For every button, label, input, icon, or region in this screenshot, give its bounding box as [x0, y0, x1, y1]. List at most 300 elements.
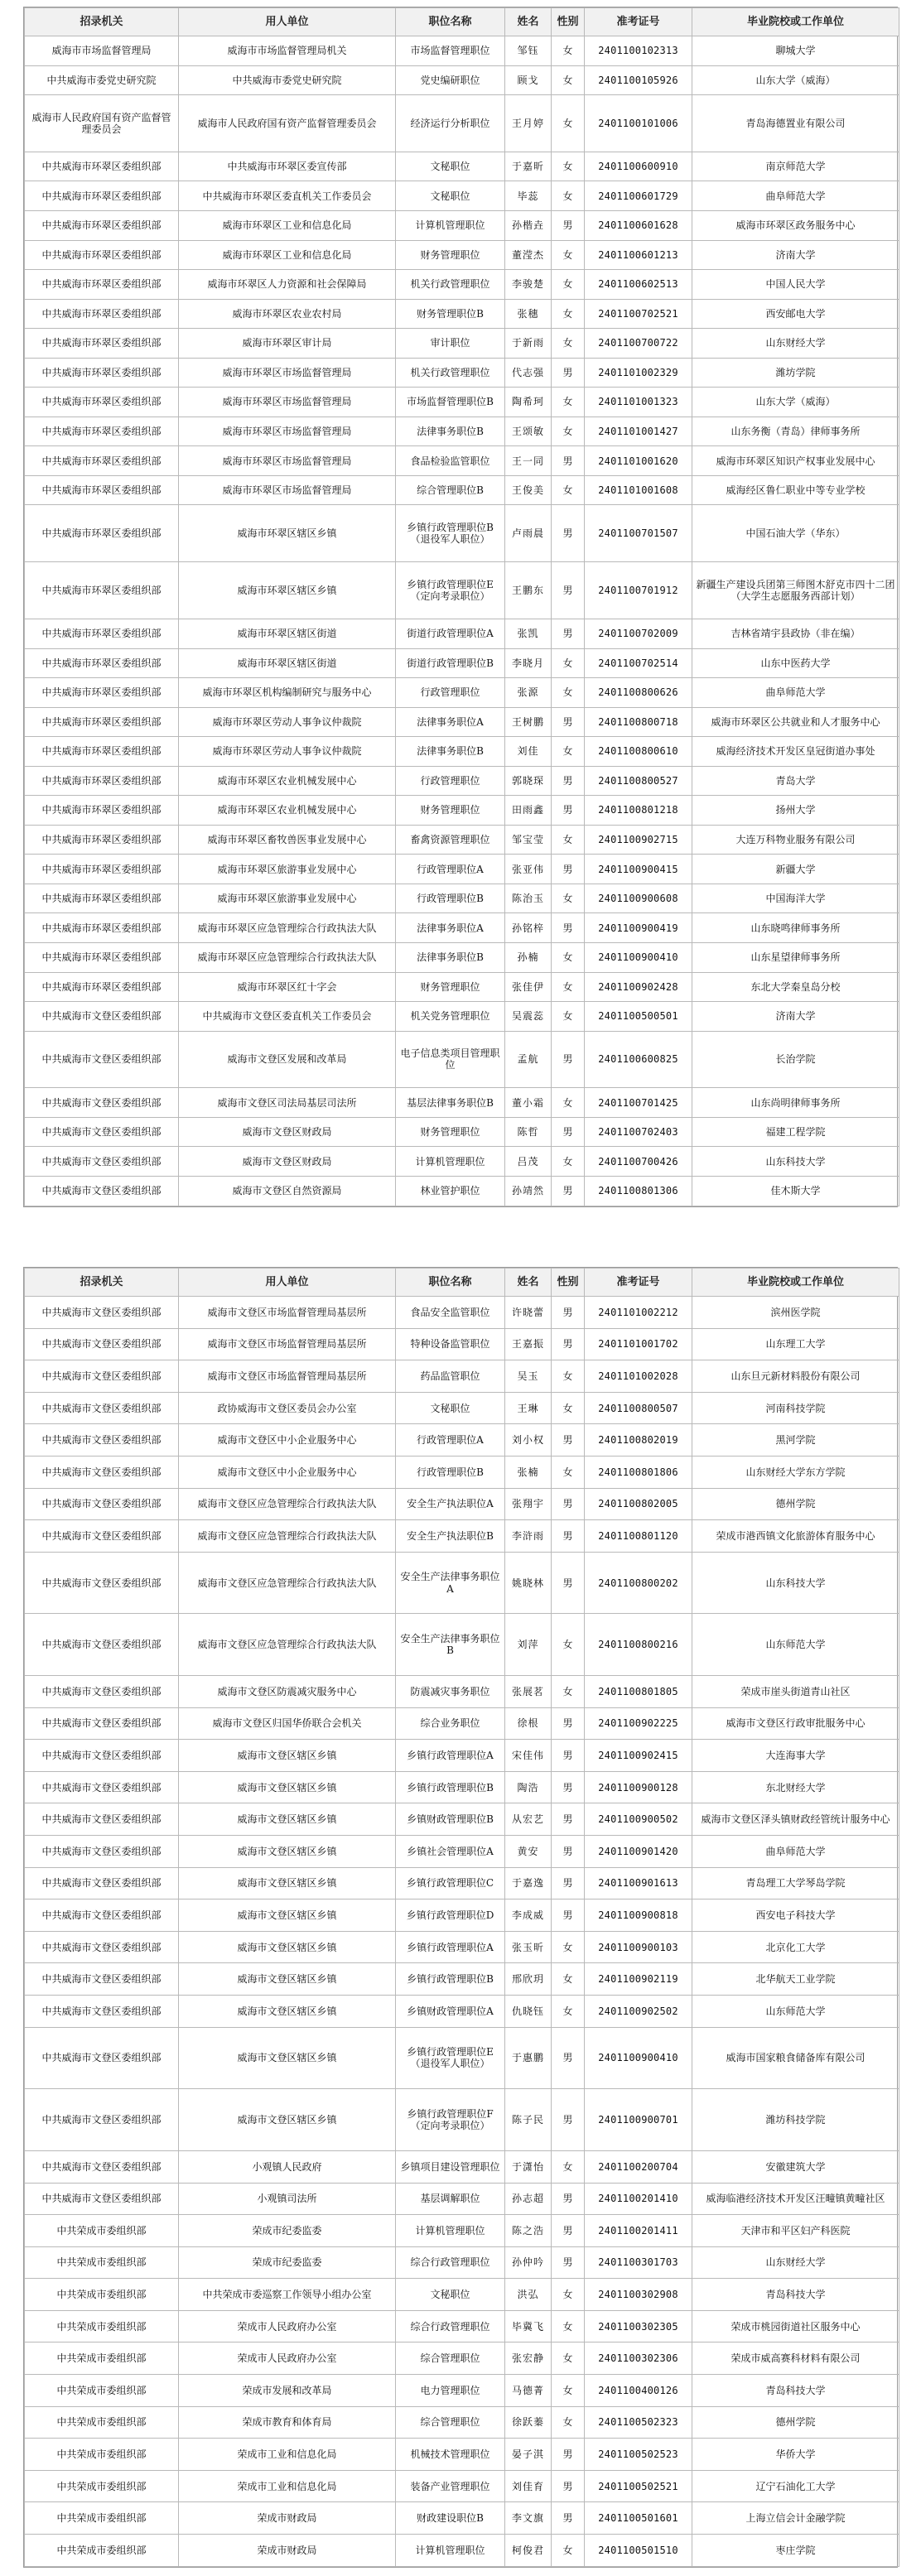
employing-unit-cell: 威海市环翠区审计局	[179, 329, 396, 359]
gender-cell: 女	[552, 36, 585, 66]
exam-ticket-number-cell: 2401100602513	[585, 270, 692, 300]
gender-cell: 男	[552, 2246, 585, 2279]
school-or-employer-cell: 吉林省靖宇县政协（非在编）	[692, 619, 899, 648]
table-row	[25, 2535, 899, 2567]
table-row	[25, 884, 899, 913]
school-or-employer-cell: 威海市环翠区公共就业和人才服务中心	[692, 707, 899, 737]
position-name-cell: 综合业务职位	[396, 1707, 505, 1740]
recruiting-agency-cell: 中共荣成市委组织部	[25, 2375, 179, 2407]
exam-ticket-number-cell: 2401100302306	[585, 2342, 692, 2375]
gender-cell: 女	[552, 1676, 585, 1708]
employing-unit-cell: 威海市文登区辖区乡镇	[179, 1836, 396, 1868]
recruiting-agency-cell: 中共威海市文登区委组织部	[25, 1803, 179, 1836]
candidate-name-cell: 李骏楚	[505, 270, 552, 300]
candidate-name-cell: 王树鹏	[505, 707, 552, 737]
gender-cell: 男	[552, 1867, 585, 1899]
gender-cell: 女	[552, 2150, 585, 2183]
employing-unit-cell: 威海市环翠区劳动人事争议仲裁院	[179, 737, 396, 767]
candidate-name-cell: 张宏静	[505, 2342, 552, 2375]
school-or-employer-cell: 青岛科技大学	[692, 2279, 899, 2311]
table-row	[25, 1520, 899, 1553]
gender-cell: 男	[552, 707, 585, 737]
table-row	[25, 1177, 899, 1206]
table-row	[25, 2310, 899, 2342]
recruiting-agency-cell: 中共威海市文登区委组织部	[25, 1836, 179, 1868]
exam-ticket-number-cell: 2401100800202	[585, 1552, 692, 1614]
recruiting-agency-cell: 中共威海市环翠区委组织部	[25, 766, 179, 796]
recruiting-agency-cell: 中共威海市文登区委组织部	[25, 1488, 179, 1520]
recruiting-agency-cell: 中共威海市环翠区委组织部	[25, 855, 179, 884]
exam-ticket-number-cell: 2401100302305	[585, 2310, 692, 2342]
table-row	[25, 1676, 899, 1708]
gender-cell: 女	[552, 1931, 585, 1963]
position-name-cell: 食品检验监管职位	[396, 446, 505, 476]
position-name-cell: 食品安全监管职位	[396, 1297, 505, 1329]
table-row	[25, 388, 899, 417]
exam-ticket-number-cell: 2401100801806	[585, 1456, 692, 1488]
employing-unit-cell: 威海市文登区应急管理综合行政执法大队	[179, 1552, 396, 1614]
table-row	[25, 1117, 899, 1147]
candidate-name-cell: 王一同	[505, 446, 552, 476]
position-name-cell: 装备产业管理职位	[396, 2470, 505, 2502]
employing-unit-cell: 政协威海市文登区委员会办公室	[179, 1392, 396, 1424]
table-row	[25, 2150, 899, 2183]
exam-ticket-number-cell: 2401100302908	[585, 2279, 692, 2311]
table-row	[25, 95, 899, 152]
table-row	[25, 2342, 899, 2375]
employing-unit-cell: 威海市环翠区辖区乡镇	[179, 562, 396, 619]
exam-ticket-number-cell: 2401100601628	[585, 210, 692, 240]
header-gender: 性别	[552, 8, 585, 36]
header-recruiting-agency: 招录机关	[25, 1269, 179, 1297]
school-or-employer-cell: 山东科技大学	[692, 1552, 899, 1614]
school-or-employer-cell: 青岛理工大学琴岛学院	[692, 1867, 899, 1899]
employing-unit-cell: 荣成市工业和信息化局	[179, 2439, 396, 2471]
position-name-cell: 计算机管理职位	[396, 2535, 505, 2567]
gender-cell: 女	[552, 2279, 585, 2311]
candidate-name-cell: 李成威	[505, 1899, 552, 1932]
exam-ticket-number-cell: 2401101002212	[585, 1297, 692, 1329]
table-row	[25, 1803, 899, 1836]
candidate-name-cell: 于嘉逸	[505, 1867, 552, 1899]
exam-ticket-number-cell: 2401100702514	[585, 648, 692, 678]
school-or-employer-cell: 曲阜师范大学	[692, 181, 899, 211]
candidate-name-cell: 陈治玉	[505, 884, 552, 913]
gender-cell: 女	[552, 1002, 585, 1032]
position-name-cell: 乡镇行政管理职位A	[396, 1931, 505, 1963]
position-name-cell: 市场监督管理职位B	[396, 388, 505, 417]
employing-unit-cell: 威海市环翠区工业和信息化局	[179, 210, 396, 240]
candidate-name-cell: 刘萍	[505, 1614, 552, 1676]
school-or-employer-cell: 西安邮电大学	[692, 299, 899, 329]
school-or-employer-cell: 北京化工大学	[692, 1931, 899, 1963]
recruiting-agency-cell: 中共威海市环翠区委组织部	[25, 152, 179, 181]
gender-cell: 男	[552, 505, 585, 562]
candidate-name-cell: 张楠	[505, 1456, 552, 1488]
gender-cell: 男	[552, 2470, 585, 2502]
gender-cell: 女	[552, 972, 585, 1002]
recruiting-agency-cell: 中共威海市环翠区委组织部	[25, 181, 179, 211]
candidate-name-cell: 陶浩	[505, 1771, 552, 1803]
gender-cell: 女	[552, 1088, 585, 1118]
gender-cell: 男	[552, 2502, 585, 2535]
recruiting-agency-cell: 中共威海市环翠区委组织部	[25, 796, 179, 826]
school-or-employer-cell: 济南大学	[692, 1002, 899, 1032]
employing-unit-cell: 中共威海市环翠区委直机关工作委员会	[179, 181, 396, 211]
recruiting-agency-cell: 中共荣成市委组织部	[25, 2342, 179, 2375]
table-panel-1	[23, 7, 898, 1207]
gender-cell: 女	[552, 416, 585, 446]
employing-unit-cell: 小观镇司法所	[179, 2183, 396, 2215]
school-or-employer-cell: 山东理工大学	[692, 1328, 899, 1360]
table-row	[25, 2470, 899, 2502]
table-row	[25, 36, 899, 66]
school-or-employer-cell: 扬州大学	[692, 796, 899, 826]
school-or-employer-cell: 新疆大学	[692, 855, 899, 884]
employing-unit-cell: 中共荣成市委巡察工作领导小组办公室	[179, 2279, 396, 2311]
employing-unit-cell: 威海市文登区财政局	[179, 1117, 396, 1147]
position-name-cell: 法律事务职位B	[396, 416, 505, 446]
position-name-cell: 街道行政管理职位A	[396, 619, 505, 648]
school-or-employer-cell: 荣成市桃园街道社区服务中心	[692, 2310, 899, 2342]
exam-ticket-number-cell: 2401100101006	[585, 95, 692, 152]
gender-cell: 男	[552, 1031, 585, 1088]
table-row	[25, 1424, 899, 1457]
employing-unit-cell: 威海市环翠区工业和信息化局	[179, 240, 396, 270]
employing-unit-cell: 威海市环翠区农业机械发展中心	[179, 766, 396, 796]
position-name-cell: 文秘职位	[396, 181, 505, 211]
gender-cell: 女	[552, 678, 585, 708]
table-row	[25, 1088, 899, 1118]
school-or-employer-cell: 山东师范大学	[692, 1614, 899, 1676]
school-or-employer-cell: 大连海事大学	[692, 1740, 899, 1772]
candidate-name-cell: 于嘉昕	[505, 152, 552, 181]
candidate-name-cell: 于新雨	[505, 329, 552, 359]
recruiting-agency-cell: 中共威海市环翠区委组织部	[25, 299, 179, 329]
gender-cell: 男	[552, 2215, 585, 2247]
school-or-employer-cell: 威海经区鲁仁职业中等专业学校	[692, 475, 899, 505]
gender-cell: 女	[552, 181, 585, 211]
exam-ticket-number-cell: 2401100200704	[585, 2150, 692, 2183]
recruiting-agency-cell: 中共威海市环翠区委组织部	[25, 240, 179, 270]
exam-ticket-number-cell: 2401100701912	[585, 562, 692, 619]
table-row	[25, 1931, 899, 1963]
employing-unit-cell: 威海市文登区辖区乡镇	[179, 2089, 396, 2151]
gender-cell: 男	[552, 796, 585, 826]
gender-cell: 男	[552, 2089, 585, 2151]
school-or-employer-cell: 北华航天工业学院	[692, 1963, 899, 1996]
table-row	[25, 737, 899, 767]
table-row	[25, 972, 899, 1002]
gender-cell: 男	[552, 1899, 585, 1932]
gender-cell: 女	[552, 942, 585, 972]
candidate-name-cell: 张凯	[505, 619, 552, 648]
table-row	[25, 181, 899, 211]
table-row	[25, 2406, 899, 2439]
employing-unit-cell: 威海市环翠区市场监督管理局	[179, 358, 396, 388]
recruiting-agency-cell: 中共威海市环翠区委组织部	[25, 737, 179, 767]
header-exam-ticket-number: 准考证号	[585, 1269, 692, 1297]
header-employing-unit: 用人单位	[179, 1269, 396, 1297]
gender-cell: 男	[552, 1520, 585, 1553]
school-or-employer-cell: 长治学院	[692, 1031, 899, 1088]
position-name-cell: 行政管理职位	[396, 678, 505, 708]
recruiting-agency-cell: 中共威海市文登区委组织部	[25, 1088, 179, 1118]
position-name-cell: 计算机管理职位	[396, 210, 505, 240]
header-row	[25, 1269, 899, 1297]
gender-cell: 女	[552, 240, 585, 270]
employing-unit-cell: 荣成市纪委监委	[179, 2246, 396, 2279]
table-row	[25, 358, 899, 388]
exam-ticket-number-cell: 2401101002329	[585, 358, 692, 388]
recruiting-agency-cell: 中共威海市文登区委组织部	[25, 1147, 179, 1177]
position-name-cell: 乡镇行政管理职位E（退役军人职位）	[396, 2027, 505, 2089]
table-row	[25, 766, 899, 796]
position-name-cell: 市场监督管理职位	[396, 36, 505, 66]
gender-cell: 男	[552, 446, 585, 476]
gender-cell: 女	[552, 1147, 585, 1177]
position-name-cell: 法律事务职位B	[396, 942, 505, 972]
employing-unit-cell: 荣成市发展和改革局	[179, 2375, 396, 2407]
recruiting-agency-cell: 中共威海市环翠区委组织部	[25, 329, 179, 359]
school-or-employer-cell: 山东财经大学	[692, 2246, 899, 2279]
employing-unit-cell: 威海市文登区市场监督管理局基层所	[179, 1297, 396, 1329]
school-or-employer-cell: 大连万科物业服务有限公司	[692, 825, 899, 855]
candidate-name-cell: 张玉昕	[505, 1931, 552, 1963]
table-row	[25, 796, 899, 826]
school-or-employer-cell: 山东大学（威海）	[692, 65, 899, 95]
recruiting-agency-cell: 中共威海市文登区委组织部	[25, 1771, 179, 1803]
school-or-employer-cell: 安徽建筑大学	[692, 2150, 899, 2183]
gender-cell: 男	[552, 1488, 585, 1520]
candidate-name-cell: 姚晓林	[505, 1552, 552, 1614]
candidate-name-cell: 张佳伊	[505, 972, 552, 1002]
candidate-name-cell: 徐根	[505, 1707, 552, 1740]
employing-unit-cell: 荣成市工业和信息化局	[179, 2470, 396, 2502]
table-row	[25, 152, 899, 181]
position-name-cell: 乡镇行政管理职位B（退役军人职位）	[396, 505, 505, 562]
exam-ticket-number-cell: 2401100502323	[585, 2406, 692, 2439]
recruiting-agency-cell: 中共威海市文登区委组织部	[25, 1424, 179, 1457]
table-row	[25, 1614, 899, 1676]
table-row	[25, 2279, 899, 2311]
employing-unit-cell: 小观镇人民政府	[179, 2150, 396, 2183]
table-row	[25, 1392, 899, 1424]
employing-unit-cell: 威海市文登区自然资源局	[179, 1177, 396, 1206]
exam-ticket-number-cell: 2401100902415	[585, 1740, 692, 1772]
candidate-name-cell: 宋佳伟	[505, 1740, 552, 1772]
recruit-table-2	[24, 1268, 899, 2567]
exam-ticket-number-cell: 2401100800216	[585, 1614, 692, 1676]
school-or-employer-cell: 滨州医学院	[692, 1297, 899, 1329]
recruiting-agency-cell: 中共威海市环翠区委组织部	[25, 707, 179, 737]
candidate-name-cell: 郭晓琛	[505, 766, 552, 796]
school-or-employer-cell: 中国人民大学	[692, 270, 899, 300]
gender-cell: 女	[552, 2406, 585, 2439]
exam-ticket-number-cell: 2401100900502	[585, 1803, 692, 1836]
candidate-name-cell: 王嘉振	[505, 1328, 552, 1360]
school-or-employer-cell: 山东旦元新材料股份有限公司	[692, 1360, 899, 1393]
position-name-cell: 畜禽资源管理职位	[396, 825, 505, 855]
employing-unit-cell: 威海市环翠区市场监督管理局	[179, 446, 396, 476]
recruiting-agency-cell: 中共威海市文登区委组织部	[25, 1177, 179, 1206]
school-or-employer-cell: 山东财经大学	[692, 329, 899, 359]
employing-unit-cell: 威海市环翠区红十字会	[179, 972, 396, 1002]
gender-cell: 女	[552, 2375, 585, 2407]
gender-cell: 男	[552, 1552, 585, 1614]
table-row	[25, 1836, 899, 1868]
position-name-cell: 计算机管理职位	[396, 1147, 505, 1177]
candidate-name-cell: 李文旗	[505, 2502, 552, 2535]
exam-ticket-number-cell: 2401100902225	[585, 1707, 692, 1740]
position-name-cell: 文秘职位	[396, 1392, 505, 1424]
recruiting-agency-cell: 中共威海市环翠区委组织部	[25, 648, 179, 678]
header-school-or-employer: 毕业院校或工作单位	[692, 8, 899, 36]
gender-cell: 男	[552, 358, 585, 388]
exam-ticket-number-cell: 2401100201411	[585, 2215, 692, 2247]
gender-cell: 女	[552, 299, 585, 329]
school-or-employer-cell: 山东中医药大学	[692, 648, 899, 678]
exam-ticket-number-cell: 2401100901613	[585, 1867, 692, 1899]
employing-unit-cell: 中共威海市委党史研究院	[179, 65, 396, 95]
gender-cell: 女	[552, 65, 585, 95]
exam-ticket-number-cell: 2401101002028	[585, 1360, 692, 1393]
header-recruiting-agency: 招录机关	[25, 8, 179, 36]
employing-unit-cell: 威海市环翠区辖区街道	[179, 648, 396, 678]
exam-ticket-number-cell: 2401100900410	[585, 942, 692, 972]
gender-cell: 男	[552, 1297, 585, 1329]
recruiting-agency-cell: 中共威海市文登区委组织部	[25, 1899, 179, 1932]
school-or-employer-cell: 青岛海德置业有限公司	[692, 95, 899, 152]
position-name-cell: 行政管理职位B	[396, 1456, 505, 1488]
school-or-employer-cell: 福建工程学院	[692, 1117, 899, 1147]
table-row	[25, 2502, 899, 2535]
employing-unit-cell: 威海市环翠区旅游事业发展中心	[179, 884, 396, 913]
recruiting-agency-cell: 中共威海市文登区委组织部	[25, 1963, 179, 1996]
recruiting-agency-cell: 中共威海市文登区委组织部	[25, 1002, 179, 1032]
table-row	[25, 1707, 899, 1740]
exam-ticket-number-cell: 2401100700722	[585, 329, 692, 359]
header-school-or-employer: 毕业院校或工作单位	[692, 1269, 899, 1297]
recruiting-agency-cell: 中共威海市环翠区委组织部	[25, 562, 179, 619]
table-row	[25, 1996, 899, 2028]
candidate-name-cell: 张展茗	[505, 1676, 552, 1708]
recruiting-agency-cell: 中共威海市文登区委组织部	[25, 2183, 179, 2215]
recruiting-agency-cell: 威海市市场监督管理局	[25, 36, 179, 66]
recruiting-agency-cell: 中共威海市环翠区委组织部	[25, 446, 179, 476]
gender-cell: 男	[552, 562, 585, 619]
candidate-name-cell: 陈之浩	[505, 2215, 552, 2247]
position-name-cell: 安全生产法律事务职位B	[396, 1614, 505, 1676]
recruiting-agency-cell: 中共威海市文登区委组织部	[25, 1456, 179, 1488]
employing-unit-cell: 威海市文登区辖区乡镇	[179, 1996, 396, 2028]
school-or-employer-cell: 山东星望律师事务所	[692, 942, 899, 972]
exam-ticket-number-cell: 2401100600910	[585, 152, 692, 181]
recruiting-agency-cell: 中共威海市文登区委组织部	[25, 1520, 179, 1553]
position-name-cell: 财政建设职位B	[396, 2502, 505, 2535]
position-name-cell: 财务管理职位	[396, 796, 505, 826]
exam-ticket-number-cell: 2401100902119	[585, 1963, 692, 1996]
employing-unit-cell: 威海市文登区归国华侨联合会机关	[179, 1707, 396, 1740]
candidate-name-cell: 邹宝莹	[505, 825, 552, 855]
header-employing-unit: 用人单位	[179, 8, 396, 36]
candidate-name-cell: 于惠鹏	[505, 2027, 552, 2089]
gender-cell: 男	[552, 1117, 585, 1147]
employing-unit-cell: 威海市环翠区农业农村局	[179, 299, 396, 329]
gender-cell: 男	[552, 1740, 585, 1772]
gender-cell: 女	[552, 1614, 585, 1676]
recruiting-agency-cell: 中共荣成市委组织部	[25, 2310, 179, 2342]
recruiting-agency-cell: 中共荣成市委组织部	[25, 2406, 179, 2439]
candidate-name-cell: 吴玉	[505, 1360, 552, 1393]
candidate-name-cell: 董小霜	[505, 1088, 552, 1118]
position-name-cell: 法律事务职位A	[396, 707, 505, 737]
gender-cell: 女	[552, 2310, 585, 2342]
recruiting-agency-cell: 中共荣成市委组织部	[25, 2439, 179, 2471]
exam-ticket-number-cell: 2401100900128	[585, 1771, 692, 1803]
employing-unit-cell: 威海市文登区辖区乡镇	[179, 1740, 396, 1772]
candidate-name-cell: 晏子淇	[505, 2439, 552, 2471]
exam-ticket-number-cell: 2401100502521	[585, 2470, 692, 2502]
employing-unit-cell: 威海市文登区财政局	[179, 1147, 396, 1177]
position-name-cell: 财务管理职位	[396, 1117, 505, 1147]
position-name-cell: 特种设备监管职位	[396, 1328, 505, 1360]
candidate-name-cell: 吕茂	[505, 1147, 552, 1177]
recruit-table-1	[24, 7, 899, 1206]
candidate-name-cell: 于潇怡	[505, 2150, 552, 2183]
school-or-employer-cell: 中国石油大学（华东）	[692, 505, 899, 562]
exam-ticket-number-cell: 2401100501510	[585, 2535, 692, 2567]
gender-cell: 男	[552, 210, 585, 240]
gender-cell: 女	[552, 825, 585, 855]
position-name-cell: 综合行政管理职位	[396, 2310, 505, 2342]
exam-ticket-number-cell: 2401100601213	[585, 240, 692, 270]
employing-unit-cell: 威海市环翠区市场监督管理局	[179, 475, 396, 505]
exam-ticket-number-cell: 2401100801306	[585, 1177, 692, 1206]
recruiting-agency-cell: 中共威海市文登区委组织部	[25, 1117, 179, 1147]
position-name-cell: 乡镇行政管理职位B	[396, 1771, 505, 1803]
candidate-name-cell: 马德菁	[505, 2375, 552, 2407]
position-name-cell: 计算机管理职位	[396, 2215, 505, 2247]
candidate-name-cell: 陈子民	[505, 2089, 552, 2151]
school-or-employer-cell: 枣庄学院	[692, 2535, 899, 2567]
school-or-employer-cell: 德州学院	[692, 2406, 899, 2439]
exam-ticket-number-cell: 2401100802005	[585, 1488, 692, 1520]
position-name-cell: 乡镇财政管理职位A	[396, 1996, 505, 2028]
table-row	[25, 913, 899, 943]
school-or-employer-cell: 山东财经大学东方学院	[692, 1456, 899, 1488]
candidate-name-cell: 孙仲吟	[505, 2246, 552, 2279]
exam-ticket-number-cell: 2401100500501	[585, 1002, 692, 1032]
position-name-cell: 街道行政管理职位B	[396, 648, 505, 678]
table-row	[25, 65, 899, 95]
school-or-employer-cell: 佳木斯大学	[692, 1177, 899, 1206]
recruiting-agency-cell: 中共威海市文登区委组织部	[25, 1676, 179, 1708]
employing-unit-cell: 威海市文登区防震减灾服务中心	[179, 1676, 396, 1708]
table-row	[25, 707, 899, 737]
table-row	[25, 1328, 899, 1360]
position-name-cell: 安全生产执法职位B	[396, 1520, 505, 1553]
position-name-cell: 防震减灾事务职位	[396, 1676, 505, 1708]
candidate-name-cell: 孙靖然	[505, 1177, 552, 1206]
employing-unit-cell: 荣成市人民政府办公室	[179, 2342, 396, 2375]
gender-cell: 男	[552, 1424, 585, 1457]
candidate-name-cell: 刘小权	[505, 1424, 552, 1457]
employing-unit-cell: 荣成市教育和体育局	[179, 2406, 396, 2439]
recruiting-agency-cell: 中共威海市环翠区委组织部	[25, 678, 179, 708]
recruiting-agency-cell: 中共威海市环翠区委组织部	[25, 270, 179, 300]
school-or-employer-cell: 荣成市港西镇文化旅游体育服务中心	[692, 1520, 899, 1553]
